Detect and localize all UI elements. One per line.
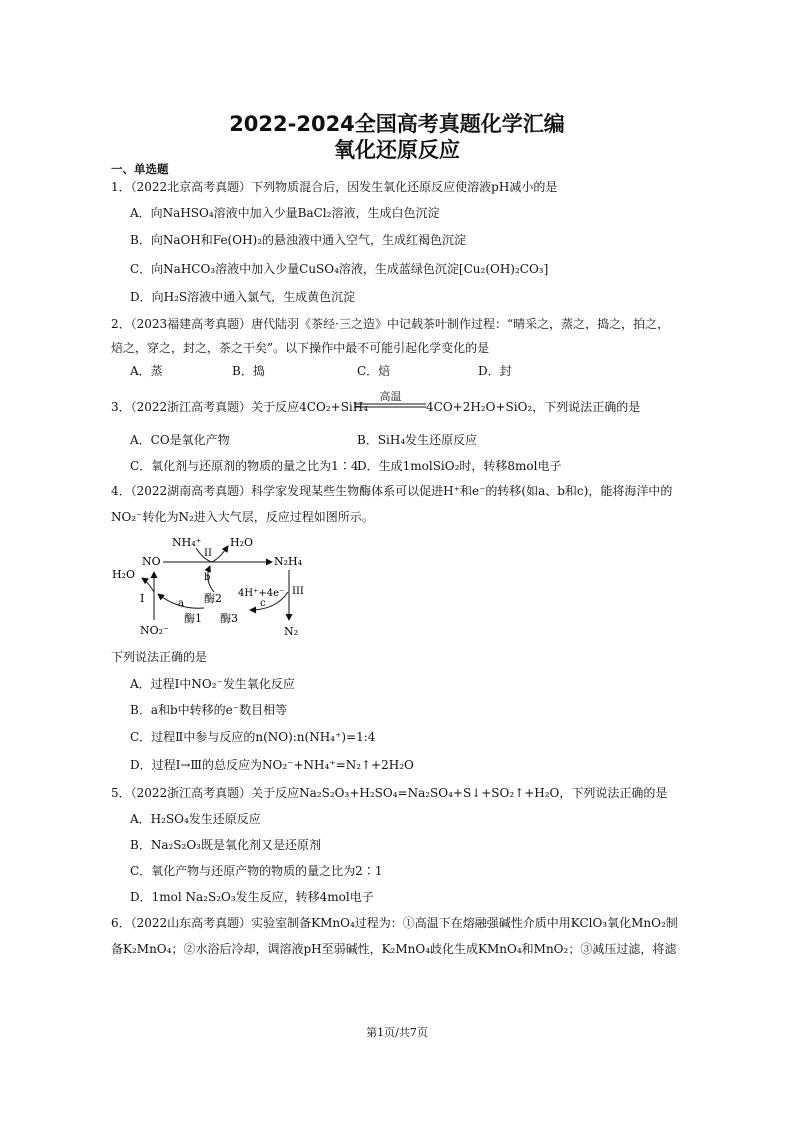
label-n2: N₂ xyxy=(284,625,299,638)
label-b: b xyxy=(204,572,211,583)
label-process-iii: III xyxy=(292,586,304,597)
q1-option-c: C．向NaHCO₃溶液中加入少量CuSO₄溶液，生成蓝绿色沉淀[Cu₂(OH)₂CO₃] xyxy=(130,262,549,276)
label-c: c xyxy=(260,598,266,609)
q5-option-d: D．1mol Na₂S₂O₃发生反应，转移4mol电子 xyxy=(130,890,374,904)
question-4-stem-line1: 4．（2022湖南高考真题）科学家发现某些生物酶体系可以促进H⁺和e⁻的转移(如a、b和c)，能将海洋中的 xyxy=(111,484,673,498)
question-3-stem-b: 4CO+2H₂O+SiO₂，下列说法正确的是 xyxy=(426,400,641,414)
question-5-stem: 5．（2022浙江高考真题）关于反应Na₂S₂O₃+H₂SO₄=Na₂SO₄+S↓+SO₂↑+H₂O，下列说法正确的是 xyxy=(111,786,668,800)
q4-option-c: C．过程Ⅱ中参与反应的n(NO):n(NH₄⁺)=1:4 xyxy=(130,730,376,744)
q1-option-b: B．向NaOH和Fe(OH)₂的悬浊液中通入空气，生成红褐色沉淀 xyxy=(130,233,467,247)
label-process-ii: II xyxy=(204,548,212,559)
label-reagent: 4H⁺+4e⁻ xyxy=(238,588,285,599)
q1-option-d: D．向H₂S溶液中通入氯气，生成黄色沉淀 xyxy=(130,290,356,304)
q5-option-c: C．氧化产物与还原产物的物质的量之比为2∶1 xyxy=(130,864,383,878)
q1-option-a: A．向NaHSO₄溶液中加入少量BaCl₂溶液，生成白色沉淀 xyxy=(130,206,440,220)
label-a: a xyxy=(178,598,184,609)
q4-option-b: B．a和b中转移的e⁻数目相等 xyxy=(130,703,288,717)
q5-option-b: B．Na₂S₂O₃既是氧化剂又是还原剂 xyxy=(130,838,321,852)
question-6-stem-line2: 备K₂MnO₄；②水浴后冷却，调溶液pH至弱碱性，K₂MnO₄歧化生成KMnO₄和MnO₂；③减压过滤，将滤 xyxy=(111,942,677,956)
label-enzyme-2: 酶2 xyxy=(204,592,222,605)
label-h2o-left: H₂O xyxy=(112,568,136,581)
label-n2h4: N₂H₄ xyxy=(274,555,303,568)
doc-title: 2022-2024全国高考真题化学汇编 xyxy=(229,112,565,136)
equal-sign-double-line xyxy=(354,403,426,409)
q3-option-b: B．SiH₄发生还原反应 xyxy=(357,433,478,447)
question-1-stem: 1．（2022北京高考真题）下列物质混合后，因发生氧化还原反应使溶液pH减小的是 xyxy=(111,180,558,194)
q2-option-a: A．蒸 xyxy=(130,364,163,378)
q2-option-b: B．捣 xyxy=(232,364,265,378)
q3-option-d: D．生成1molSiO₂时，转移8mol电子 xyxy=(357,459,562,473)
q4-option-a: A．过程Ⅰ中NO₂⁻发生氧化反应 xyxy=(130,677,295,691)
label-no: NO xyxy=(142,555,161,568)
question-4-lead: 下列说法正确的是 xyxy=(111,650,208,664)
page-footer: 第1页/共7页 xyxy=(366,1026,428,1039)
section-heading: 一、单选题 xyxy=(111,162,169,176)
q4-option-d: D．过程Ⅰ→Ⅲ的总反应为NO₂⁻+NH₄⁺=N₂↑+2H₂O xyxy=(130,758,414,772)
question-3-stem-a: 3．（2022浙江高考真题）关于反应4CO₂+SiH₄ xyxy=(111,400,369,414)
label-enzyme-3: 酶3 xyxy=(220,612,238,625)
doc-subtitle: 氧化还原反应 xyxy=(334,138,460,162)
label-nh4: NH₄⁺ xyxy=(172,536,202,549)
h2o-out-curve xyxy=(212,546,228,562)
question-4-stem-line2: NO₂⁻转化为N₂进入大气层，反应过程如图所示。 xyxy=(111,510,374,524)
q3-option-c: C．氧化剂与还原剂的物质的量之比为1∶4 xyxy=(130,459,359,473)
label-h2o-top: H₂O xyxy=(230,536,254,549)
q5-option-a: A．H₂SO₄发生还原反应 xyxy=(130,812,261,826)
question-2-stem-line1: 2．（2023福建高考真题）唐代陆羽《茶经·三之造》中记载茶叶制作过程：“晴采之，蒸之，捣之，拍之， xyxy=(111,317,670,331)
label-process-i: I xyxy=(140,592,145,605)
q2-option-c: C．焙 xyxy=(357,364,391,378)
h2o-left-curve xyxy=(142,578,154,592)
question-6-stem-line1: 6．（2022山东高考真题）实验室制备KMnO₄过程为：①高温下在熔融强碱性介质中用KClO₃氧化MnO₂制 xyxy=(111,916,678,930)
q3-option-a: A．CO是氧化产物 xyxy=(130,433,230,447)
q2-option-d: D．封 xyxy=(478,364,512,378)
question-2-stem-line2: 焙之，穿之，封之，茶之干矣”。以下操作中最不可能引起化学变化的是 xyxy=(111,341,490,355)
reaction-pathway-diagram xyxy=(108,532,318,644)
label-no2: NO₂⁻ xyxy=(140,624,169,637)
label-enzyme-1: 酶1 xyxy=(184,612,202,625)
reaction-condition: 高温 xyxy=(379,390,402,403)
